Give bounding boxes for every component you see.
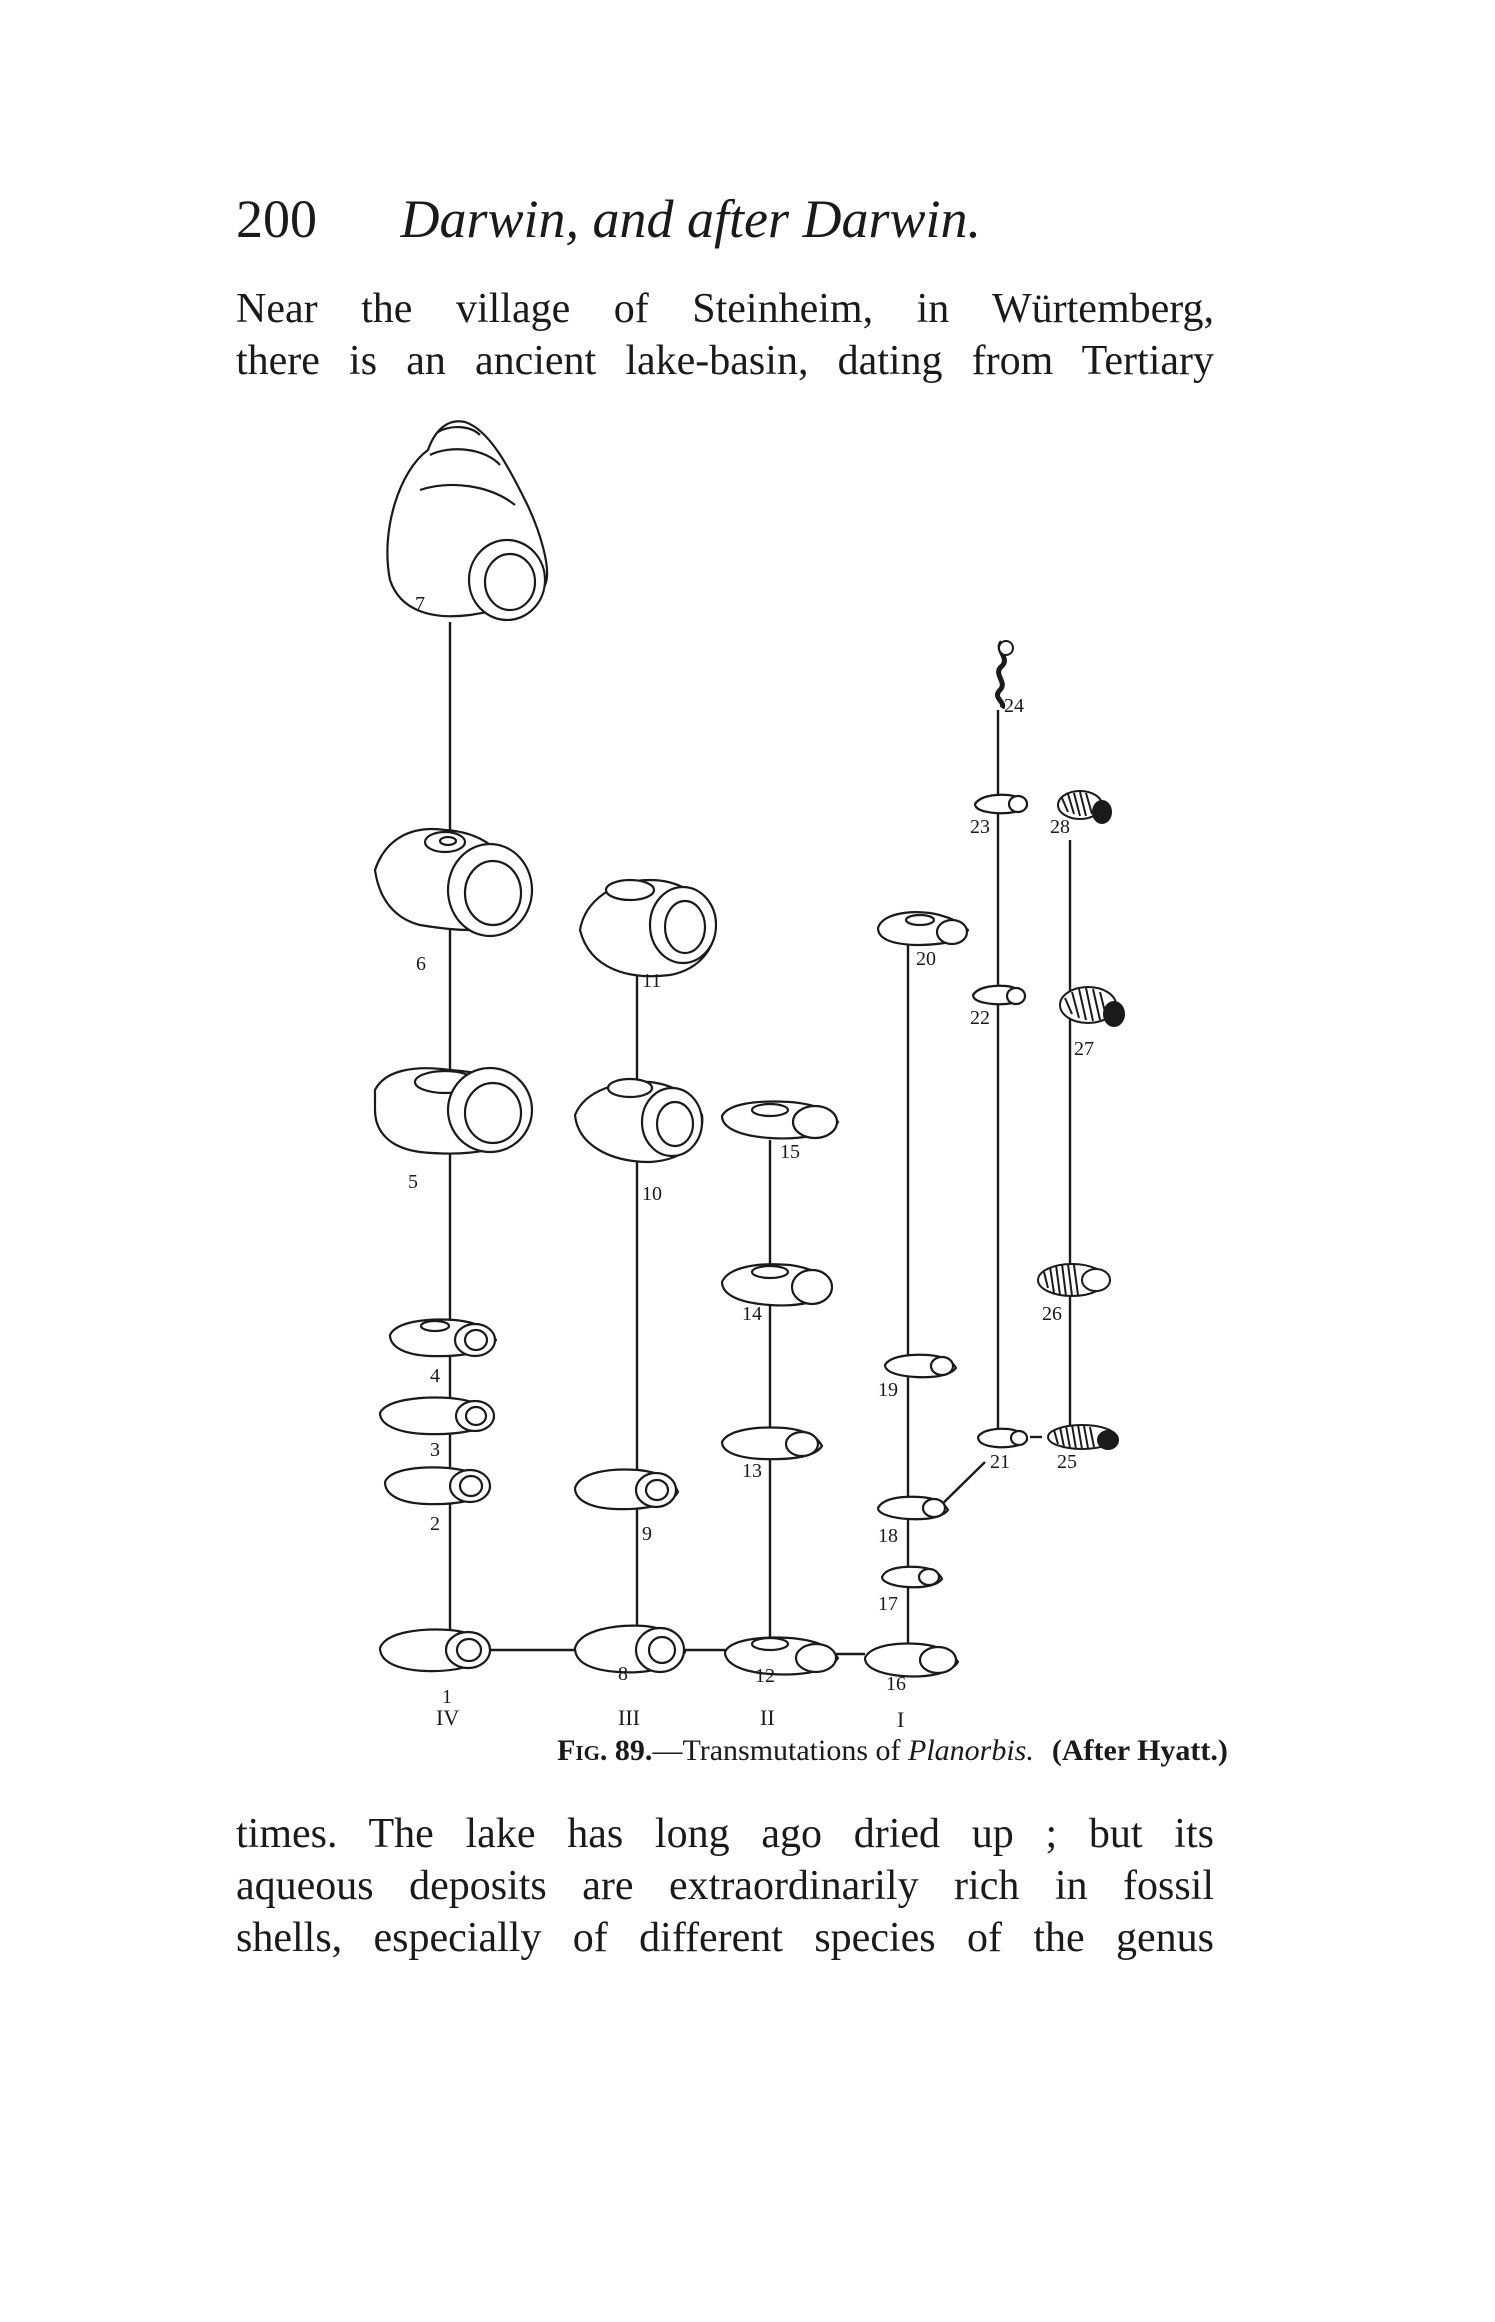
- specimen-number: 13: [742, 1460, 762, 1482]
- running-header: [236, 188, 981, 250]
- specimen-number: 3: [430, 1439, 440, 1461]
- shell-specimen-17: [882, 1567, 942, 1587]
- specimen-number: 22: [970, 1007, 990, 1029]
- shell-specimen-16: [865, 1644, 958, 1677]
- shell-specimen-4: [390, 1320, 496, 1357]
- caption-genus: Planorbis.: [908, 1734, 1034, 1767]
- shell-specimen-25: [1048, 1425, 1118, 1449]
- specimen-number: 17: [878, 1593, 898, 1615]
- specimen-number: 15: [780, 1141, 800, 1163]
- shell-specimen-18: [878, 1497, 948, 1519]
- shell-specimen-9: [575, 1470, 678, 1510]
- shell-specimen-26: [1038, 1264, 1110, 1296]
- shell-specimen-3: [380, 1398, 494, 1435]
- running-title: Darwin, and after Darwin.: [400, 189, 982, 249]
- shell-specimen-14: [722, 1264, 832, 1305]
- figure-label: Fig. 89.: [557, 1734, 653, 1767]
- shell-specimen-22: [973, 986, 1025, 1004]
- paragraph-bottom-block: [236, 1808, 1214, 1964]
- series-label: II: [760, 1705, 775, 1730]
- specimen-number: 24: [1004, 695, 1024, 717]
- specimen-number: 10: [642, 1183, 662, 1205]
- shell-specimen-11: [580, 880, 716, 976]
- shell-specimen-6: [375, 829, 532, 936]
- shell-specimen-15: [722, 1102, 838, 1139]
- specimen-number: 4: [430, 1365, 440, 1387]
- specimen-number: 6: [416, 953, 426, 975]
- series-label: III: [618, 1705, 640, 1730]
- text-line: shells, especially of different species of the genus: [236, 1915, 1214, 1961]
- text-line: times. The lake has long ago dried up ; but its: [236, 1811, 1214, 1857]
- specimen-number: 26: [1042, 1303, 1062, 1325]
- specimen-number: 12: [755, 1665, 775, 1687]
- text-line: Near the village of Steinheim, in Würtemberg,: [236, 286, 1214, 332]
- text-line: there is an ancient lake-basin, dating from Tertiary: [236, 338, 1214, 384]
- specimen-number: 8: [618, 1663, 628, 1685]
- specimen-number: 16: [886, 1673, 906, 1695]
- specimen-number: 2: [430, 1513, 440, 1535]
- figure-planorbis-transmutations: [330, 410, 1210, 1732]
- shell-specimen-1: [380, 1630, 490, 1672]
- specimen-number: 14: [742, 1303, 762, 1325]
- shell-specimen-20: [878, 912, 968, 945]
- specimen-number: 5: [408, 1171, 418, 1193]
- specimen-number: 9: [642, 1523, 652, 1545]
- specimen-number: 21: [990, 1451, 1010, 1473]
- specimen-number: 19: [878, 1379, 898, 1401]
- specimen-number: 18: [878, 1525, 898, 1547]
- shell-specimen-13: [722, 1428, 822, 1460]
- text-line: aqueous deposits are extraordinarily rich in fossil: [236, 1863, 1214, 1909]
- shell-specimen-7: [387, 421, 547, 620]
- specimen-number: 27: [1074, 1038, 1094, 1060]
- specimen-number: 11: [642, 970, 662, 992]
- figure-illustration: [330, 410, 1210, 1732]
- caption-text: —Transmutations of: [652, 1734, 909, 1767]
- series-label: I: [897, 1707, 905, 1732]
- shell-specimen-21: [978, 1429, 1027, 1447]
- paragraph-top: [236, 283, 1214, 387]
- shell-specimen-5: [375, 1068, 532, 1154]
- shell-specimen-12: [725, 1638, 838, 1675]
- shell-specimen-8: [575, 1626, 685, 1673]
- shell-specimen-2: [385, 1467, 490, 1504]
- series-label: IV: [436, 1705, 460, 1730]
- caption-credit: (After Hyatt.): [1051, 1734, 1228, 1767]
- specimen-number: 28: [1050, 816, 1070, 838]
- page-number: 200: [236, 189, 317, 249]
- shell-specimen-19: [885, 1355, 956, 1377]
- figure-caption: [0, 1734, 1495, 1768]
- shell-specimen-10: [575, 1079, 702, 1162]
- specimen-number: 23: [970, 816, 990, 838]
- specimen-number: 25: [1057, 1451, 1077, 1473]
- specimen-number: 7: [415, 593, 425, 615]
- specimen-number: 1: [442, 1686, 452, 1708]
- specimen-number: 20: [916, 948, 936, 970]
- shell-specimen-23: [975, 795, 1027, 813]
